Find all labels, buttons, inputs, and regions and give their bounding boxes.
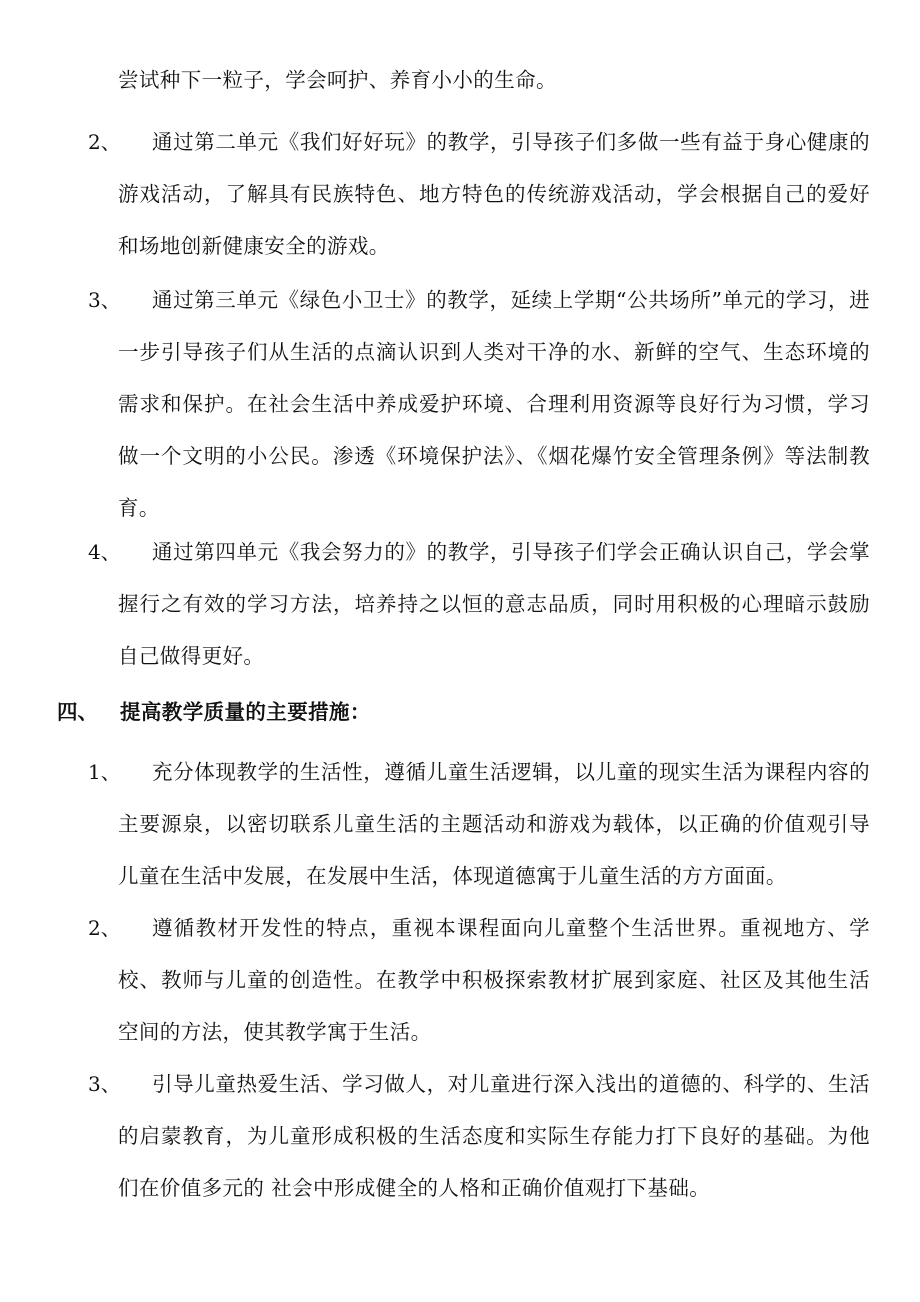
section-heading: 提高教学质量的主要措施： xyxy=(120,700,371,724)
list-item-text: 引导儿童热爱生活、学习做人，对儿童进行深入浅出的道德的、科学的、生活的启蒙教育，为儿童形成积极的生活态度和实际生存能力打下良好的基础。为他们在价值多元的 社会中形成健全的人格和正确价值观打下基础。 xyxy=(118,1072,870,1200)
list-item-text: 通过第四单元《我会努力的》的教学，引导孩子们学会正确认识自己，学会掌握行之有效的学习方法，培养持之以恒的意志品质，同时用积极的心理暗示鼓励自己做得更好。 xyxy=(118,540,870,668)
list-number: 2、 xyxy=(88,130,121,154)
list-number: 1、 xyxy=(88,760,121,784)
list-number: 2、 xyxy=(88,916,121,940)
section-number: 四、 xyxy=(57,700,98,724)
list-item-text: 遵循教材开发性的特点，重视本课程面向儿童整个生活世界。重视地方、学校、教师与儿童的创造性。在教学中积极探索教材扩展到家庭、社区及其他生活空间的方法，使其教学寓于生活。 xyxy=(118,916,870,1044)
list-item-text: 充分体现教学的生活性，遵循儿童生活逻辑，以儿童的现实生活为课程内容的主要源泉，以密切联系儿童生活的主题活动和游戏为载体，以正确的价值观引导儿童在生活中发展，在发展中生活，体现道德寓于儿童生活的方方面面。 xyxy=(118,760,870,888)
continuation-paragraph: 尝试种下一粒子，学会呵护、养育小小的生命。 xyxy=(118,68,557,92)
list-item-text: 通过第三单元《绿色小卫士》的教学，延续上学期“公共场所”单元的学习，进一步引导孩子们从生活的点滴认识到人类对干净的水、新鲜的空气、生态环境的需求和保护。在社会生活中养成爱护环境、合理利用资源等良好行为习惯，学习做一个文明的小公民。渗透《环境保护法》、《烟花爆竹安全管理条例》等法制教育。 xyxy=(118,288,870,520)
list-number: 3、 xyxy=(88,288,121,312)
list-number: 3、 xyxy=(88,1072,121,1096)
list-number: 4、 xyxy=(88,540,121,564)
list-item-text: 通过第二单元《我们好好玩》的教学，引导孩子们多做一些有益于身心健康的游戏活动，了解具有民族特色、地方特色的传统游戏活动，学会根据自己的爱好和场地创新健康安全的游戏。 xyxy=(118,130,870,258)
